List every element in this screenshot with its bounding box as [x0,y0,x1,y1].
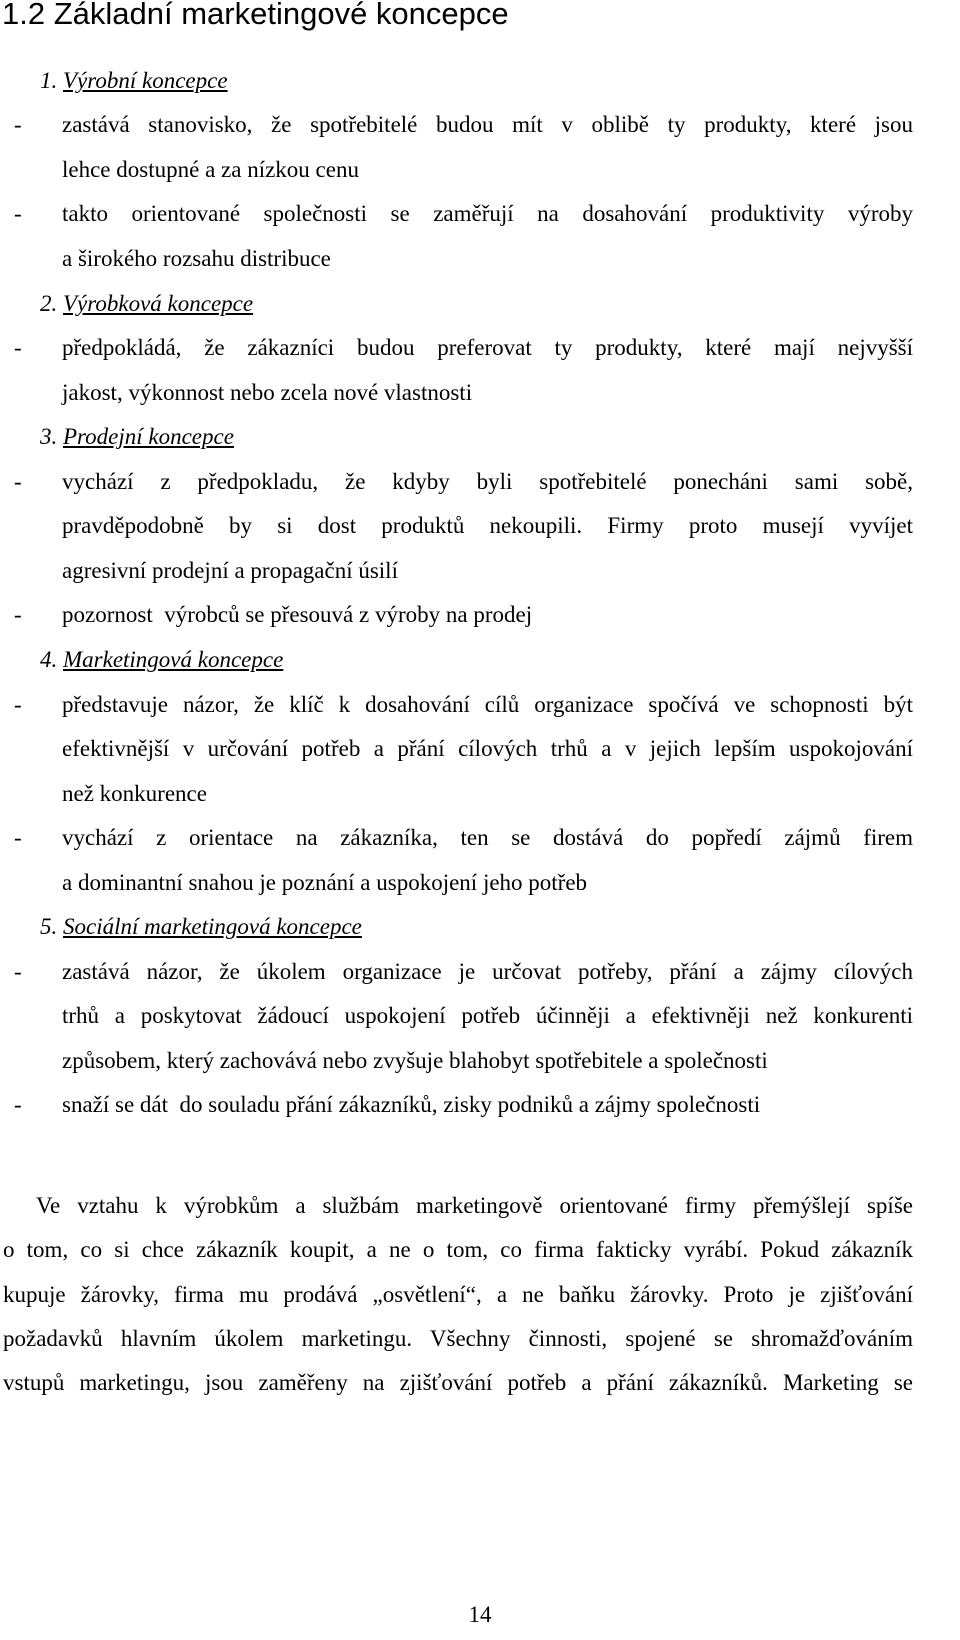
bullet-line: agresivní prodejní a propagační úsilí [62,558,398,583]
bullet-line: a dominantní snahou je poznání a uspokojení jeho potřeb [62,870,588,895]
paragraph-line: Ve vztahu k výrobkům a službám marketingově orientované firmy přemýšlejí spíše [36,1193,913,1218]
bullet-dash: - [14,201,22,226]
bullet-line: představuje názor, že klíč k dosahování cílů organizace spočívá ve schopnosti být [62,692,913,717]
bullet-line: snaží se dát do souladu přání zákazníků, zisky podniků a zájmy společnosti [62,1092,761,1117]
paragraph-line: požadavků hlavním úkolem marketingu. Všechny činnosti, spojené se shromažďováním [3,1326,913,1351]
bullet-line: pravděpodobně by si dost produktů nekoupili. Firmy proto musejí vyvíjet [62,513,913,538]
bullet-dash: - [14,825,22,850]
subheading-title: Sociální marketingová koncepce [63,914,362,939]
bullet-dash: - [14,112,22,137]
bullet-dash: - [14,692,22,717]
subheading-number: 2. [40,291,58,316]
bullet-line: trhů a poskytovat žádoucí uspokojení potřeb účinněji a efektivněji než konkurenti [62,1003,913,1028]
paragraph-line: vstupů marketingu, jsou zaměřeny na zjišťování potřeb a přání zákazníků. Marketing se [3,1370,913,1395]
bullet-line: než konkurence [62,781,207,806]
subheading-title: Marketingová koncepce [63,647,284,672]
bullet-line: jakost, výkonnost nebo zcela nové vlastnosti [62,380,473,405]
subheading-number: 5. [40,914,58,939]
subheading-title: Výrobková koncepce [63,291,254,316]
subheading-number: 1. [40,68,58,93]
bullet-line: takto orientované společnosti se zaměřují na dosahování produktivity výroby [62,201,913,226]
bullet-line: zastává stanovisko, že spotřebitelé budou mít v oblibě ty produkty, které jsou [62,112,913,137]
bullet-line: a širokého rozsahu distribuce [62,246,331,271]
subheading-title: Prodejní koncepce [63,424,234,449]
bullet-line: vychází z orientace na zákazníka, ten se dostává do popředí zájmů firem [62,825,913,850]
subheading-2 [40,289,253,319]
page-number: 14 [468,1602,492,1627]
subheading-number: 4. [40,647,58,672]
bullet-dash: - [14,602,22,627]
bullet-line: způsobem, který zachovává nebo zvyšuje blahobyt spotřebitele a společnosti [62,1048,768,1073]
bullet-line: efektivnější v určování potřeb a přání cílových trhů a v jejich lepším uspokojování [62,736,913,761]
bullet-line: vychází z předpokladu, že kdyby byli spotřebitelé ponecháni sami sobě, [62,469,913,494]
paragraph-line: kupuje žárovky, firma mu prodává „osvětlení“, a ne baňku žárovky. Proto je zjišťování [3,1282,913,1307]
subheading-4 [40,645,283,675]
subheading-title: Výrobní koncepce [63,68,228,93]
bullet-dash: - [14,959,22,984]
bullet-line: zastává názor, že úkolem organizace je určovat potřeby, přání a zájmy cílových [62,959,913,984]
subheading-number: 3. [40,424,58,449]
bullet-line: pozornost výrobců se přesouvá z výroby na prodej [62,602,533,627]
subheading-3 [40,422,234,452]
bullet-line: předpokládá, že zákazníci budou preferovat ty produkty, které mají nejvyšší [62,335,913,360]
bullet-dash: - [14,469,22,494]
paragraph-line: o tom, co si chce zákazník koupit, a ne o tom, co firma fakticky vyrábí. Pokud zákazník [3,1237,913,1262]
bullet-dash: - [14,335,22,360]
bullet-dash: - [14,1092,22,1117]
section-heading: 1.2 Základní marketingové koncepce [2,0,509,31]
subheading-1 [40,66,228,96]
subheading-5 [40,912,362,942]
bullet-line: lehce dostupné a za nízkou cenu [62,157,359,182]
